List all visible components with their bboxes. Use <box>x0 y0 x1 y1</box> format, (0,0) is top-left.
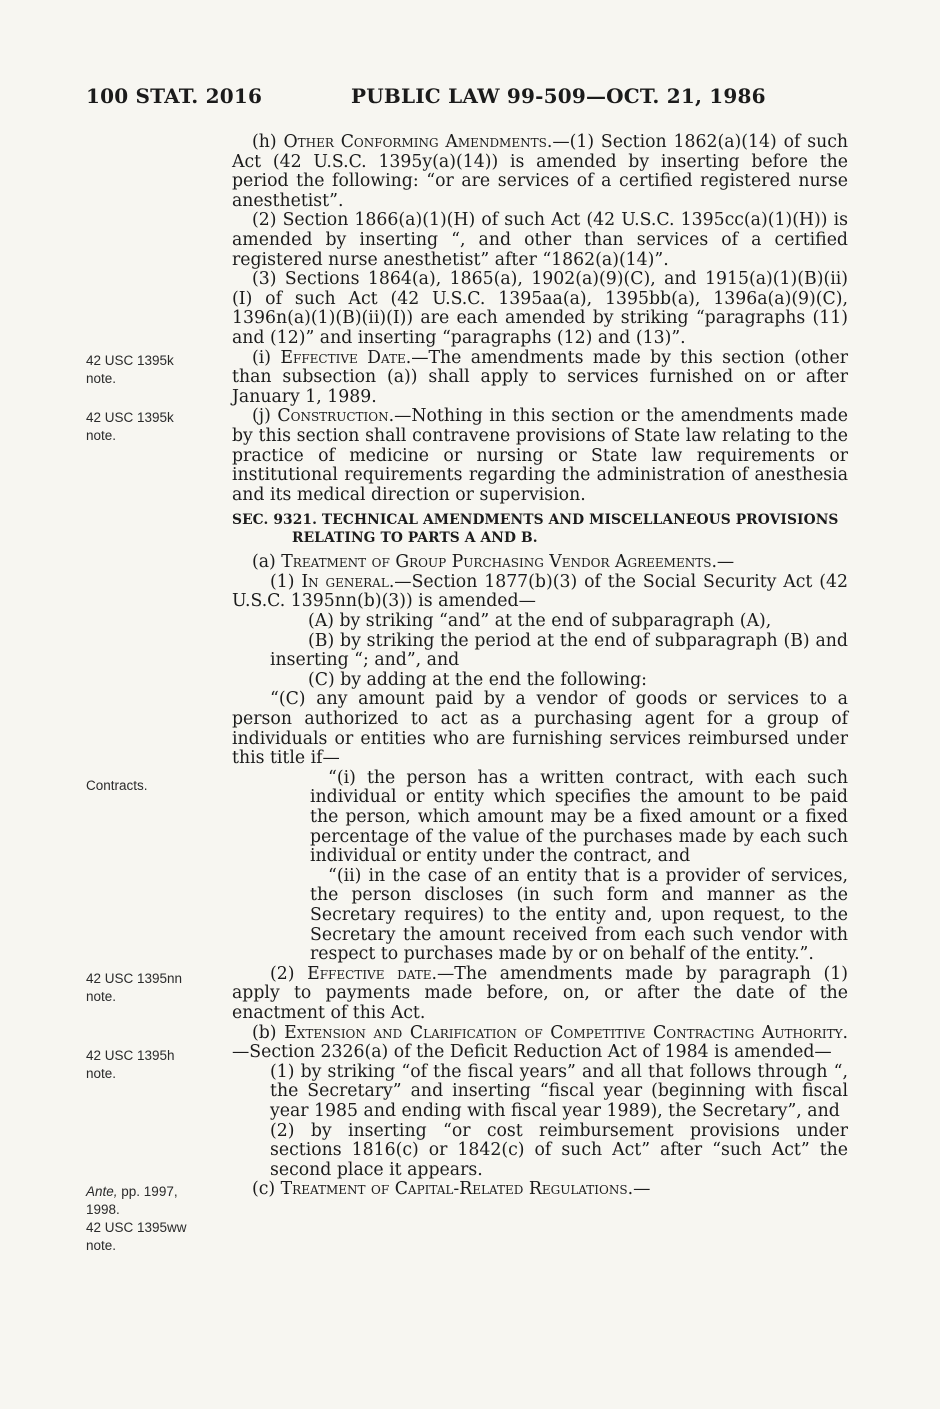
subsection-a <box>232 553 848 573</box>
margin-note-line: note. <box>86 428 117 443</box>
paragraph-a2 <box>232 965 848 1024</box>
subsection-c <box>232 1180 848 1200</box>
subparagraph-B: (B) by striking the period at the end of subparagraph (B) and inserting “; and”, and <box>270 630 848 671</box>
margin-note <box>86 970 211 1006</box>
heading: Treatment of Group Purchasing Vendor Agreements <box>281 552 712 573</box>
text: .—The amendments made by paragraph (1) apply to payments made before, on, or after the date of the enactment of this Act. <box>232 963 848 1023</box>
label: (a) <box>252 552 282 573</box>
statute-body <box>232 133 848 1200</box>
margin-note <box>86 409 211 445</box>
label: (c) <box>252 1179 281 1200</box>
subsection-i <box>232 349 848 408</box>
margin-note-line: 42 USC 1395h <box>86 1048 175 1063</box>
margin-note-line: 42 USC 1395nn <box>86 971 183 986</box>
label: (j) <box>252 406 278 427</box>
heading: Effective Date <box>280 347 406 368</box>
margin-note-line: note. <box>86 1238 117 1253</box>
statute-page-number: 100 STAT. 2016 <box>86 84 263 108</box>
margin-note-line: 42 USC 1395ww <box>86 1220 187 1235</box>
subparagraph-A: (A) by striking “and” at the end of subparagraph (A), <box>308 611 772 632</box>
subsection-b <box>232 1024 848 1063</box>
section-heading: SEC. 9321. TECHNICAL AMENDMENTS AND MISCELLANEOUS PROVISIONS RELATING TO PARTS A AND B. <box>232 512 839 547</box>
quoted-clause-ii: “(ii) in the case of an entity that is a provider of services, the person discloses (in such form and manner as the Secretary requires) to the entity and, upon request, to the Secretary the amount received from each such vendor with respect to purchases made by or on behalf of the entity.”. <box>310 865 848 965</box>
margin-note-line: Contracts. <box>86 778 148 793</box>
paragraph-b2: (2) by inserting “or cost reimbursement provisions under sections 1816(c) or 1842(c) of such Act” after “such Act” the second place it appears. <box>270 1120 848 1180</box>
heading: Treatment of Capital-Related Regulations <box>280 1179 628 1200</box>
text: .—Section 2326(a) of the Deficit Reduction Act of 1984 is amended— <box>232 1022 848 1063</box>
text: .—Nothing in this section or the amendments made by this section shall contravene provisions of State law relating to the practice of medicine or nursing or State law requirements or institutional requirements regarding the administration of anesthesia and its medical direction or supervision. <box>232 406 848 505</box>
margin-note <box>86 352 211 388</box>
margin-note <box>86 1183 211 1255</box>
paragraph-a1 <box>232 573 848 612</box>
label: (i) <box>252 347 281 368</box>
margin-note-line: note. <box>86 989 117 1004</box>
paragraph-h2: (2) Section 1866(a)(1)(H) of such Act (42 U.S.C. 1395cc(a)(1)(H)) is amended by inserting “, and other than services of a certified registered nurse anesthetist” after “1862(a)(14)”. <box>232 210 848 270</box>
subsection-h <box>232 133 848 211</box>
margin-note-line: note. <box>86 1066 117 1081</box>
margin-note-rest: pp. 1997, <box>117 1184 178 1199</box>
text: .—Section 1877(b)(3) of the Social Security Act (42 U.S.C. 1395nn(b)(3)) is amended— <box>232 571 848 612</box>
heading: Other Conforming Amendments <box>283 132 547 152</box>
margin-note-italic: Ante, <box>86 1184 118 1199</box>
text: .— <box>627 1179 651 1200</box>
paragraph-h3: (3) Sections 1864(a), 1865(a), 1902(a)(9)(C), and 1915(a)(1)(B)(ii)(I) of such Act (42 U.S.C. 1395aa(a), 1395bb(a), 1396a(a)(9)(C), 1396n(a)(1)(B)(ii)(I)) are each amended by striking “paragraphs (11) and (12)” and inserting “paragraphs (12) and (13)”. <box>232 269 848 348</box>
text: .— <box>711 552 735 573</box>
subparagraph-C: (C) by adding at the end the following: <box>308 669 647 690</box>
heading: Effective date <box>307 963 432 984</box>
text: .—The amendments made by this section (other than subsection (a)) shall apply to services furnished on or after January 1, 1989. <box>232 347 848 407</box>
margin-note-line: 42 USC 1395k <box>86 353 174 368</box>
heading: Extension and Clarification of Competitive Contracting Authority <box>284 1022 843 1043</box>
quoted-clause-i: “(i) the person has a written contract, with each such individual or entity which specifies the amount to be paid the person, which amount may be a fixed amount or a fixed percentage of the value of the purchases made by each such individual or entity under the contract, and <box>310 767 848 867</box>
margin-note-line: 42 USC 1395k <box>86 410 174 425</box>
margin-note <box>86 1047 211 1083</box>
paragraph-b1: (1) by striking “of the fiscal years” and all that follows through “, the Secretary” and inserting “fiscal year (beginning with fiscal year 1985 and ending with fiscal year 1989), the Secretary”, and <box>270 1061 848 1121</box>
margin-note-line <box>86 1183 211 1201</box>
text: .—(1) Section 1862(a)(14) of such Act (42 U.S.C. 1395y(a)(14)) is amended by inserting before the period the following: “or are services of a certified registered nurse anesthetist”. <box>232 132 849 211</box>
margin-note <box>86 777 211 795</box>
subsection-j <box>232 407 848 505</box>
quoted-subparagraph-C: “(C) any amount paid by a vendor of goods or services to a person authorized to act as a purchasing agent for a group of individuals or entities who are furnishing services reimbursed under this title if— <box>232 689 848 769</box>
heading: Construction <box>277 406 389 427</box>
label: (1) <box>270 571 302 592</box>
label: (2) <box>270 963 308 984</box>
heading: In general <box>301 571 389 592</box>
label: (h) <box>252 132 284 152</box>
public-law-title: PUBLIC LAW 99-509—OCT. 21, 1986 <box>351 84 766 108</box>
margin-note-line: 1998. <box>86 1202 120 1217</box>
margin-note-line: note. <box>86 371 117 386</box>
label: (b) <box>252 1022 285 1043</box>
